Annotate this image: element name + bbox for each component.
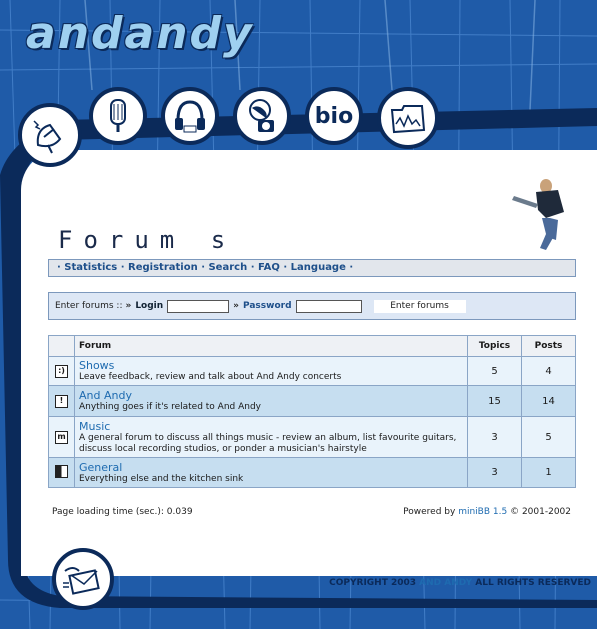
forum-cell xyxy=(75,357,468,386)
nav-headphones-button[interactable] xyxy=(161,87,219,145)
menu-separator: · xyxy=(349,262,354,273)
posts-header: Posts xyxy=(522,336,576,357)
forum-description: Leave feedback, review and talk about And Andy concerts xyxy=(79,372,342,382)
forum-icon-cell xyxy=(49,357,75,386)
posts-count: 14 xyxy=(522,386,576,417)
menu-faq-link[interactable]: FAQ xyxy=(257,262,280,273)
copyright-suffix: ALL RIGHTS RESERVED xyxy=(475,578,591,588)
enter-forums-button[interactable]: Enter forums xyxy=(374,300,466,313)
forum-link-and-andy[interactable]: And Andy xyxy=(79,389,132,402)
forum-link-general[interactable]: General xyxy=(79,460,123,474)
menu-statistics-link[interactable]: Statistics xyxy=(64,262,118,273)
topics-count: 3 xyxy=(468,458,522,488)
contact-mail-button[interactable] xyxy=(52,548,114,610)
login-label: Login xyxy=(135,301,164,311)
arrow-icon: » xyxy=(233,301,239,311)
page-title: Forum s xyxy=(58,226,237,254)
forum-cell xyxy=(75,386,468,417)
login-input[interactable] xyxy=(167,300,229,313)
posts-count: 1 xyxy=(522,458,576,488)
topics-count: 15 xyxy=(468,386,522,417)
nav-bio-button[interactable] xyxy=(305,87,363,145)
forum-icon-cell xyxy=(49,417,75,458)
forum-link-music[interactable]: Music xyxy=(79,419,111,433)
forum-header: Forum xyxy=(75,336,468,357)
folder-icon xyxy=(388,98,428,138)
menu-search-link[interactable]: Search xyxy=(208,262,248,273)
guitarist-figure-icon xyxy=(506,176,568,252)
winged-envelope-icon xyxy=(61,557,105,601)
nav-globe-button[interactable] xyxy=(233,87,291,145)
menu-language-link[interactable]: Language xyxy=(290,262,346,273)
forum-description: Anything goes if it's related to And Andy xyxy=(79,402,262,412)
topics-count: 5 xyxy=(468,357,522,386)
login-form xyxy=(48,292,576,320)
menu-registration-link[interactable]: Registration xyxy=(128,262,198,273)
checker-icon xyxy=(55,465,68,478)
menu-separator: · xyxy=(120,262,129,273)
forum-link-shows[interactable]: Shows xyxy=(79,359,115,372)
globe-camera-icon xyxy=(242,96,282,136)
topics-header: Topics xyxy=(468,336,522,357)
table-row xyxy=(49,386,576,417)
bio-icon: bio xyxy=(314,103,354,129)
password-label: Password xyxy=(243,301,292,311)
forum-cell xyxy=(75,417,468,458)
password-input[interactable] xyxy=(296,300,362,313)
table-header-row xyxy=(49,336,576,357)
copyright-name: AND ANDY xyxy=(419,578,473,588)
menu-separator: · xyxy=(201,262,209,273)
posts-count: 4 xyxy=(522,357,576,386)
copyright-notice xyxy=(329,578,591,588)
satellite-dish-icon xyxy=(30,115,70,155)
site-logo[interactable]: andandy xyxy=(26,8,254,59)
minibb-link[interactable]: miniBB 1.5 xyxy=(458,507,508,517)
forum-cell xyxy=(75,458,468,488)
forums-table xyxy=(48,335,576,488)
powered-by xyxy=(403,507,571,517)
nav-folder-button[interactable] xyxy=(377,87,439,149)
menu-separator: · xyxy=(283,262,291,273)
table-row xyxy=(49,458,576,488)
loading-time: Page loading time (sec.): 0.039 xyxy=(52,507,193,517)
forum-description: A general forum to discuss all things music - review an album, list favourite guitars, discuss local recording studios, or ponder a musician's hairstyle xyxy=(79,432,457,454)
topics-count: 3 xyxy=(468,417,522,458)
menu-separator: · xyxy=(250,262,258,273)
table-row xyxy=(49,417,576,458)
powered-prefix: Powered by xyxy=(403,507,456,517)
nav-microphone-button[interactable] xyxy=(89,87,147,145)
microphone-icon xyxy=(98,96,138,136)
forum-icon-cell xyxy=(49,386,75,417)
posts-count: 5 xyxy=(522,417,576,458)
forum-menu-bar xyxy=(48,259,576,277)
headphones-icon xyxy=(170,96,210,136)
exclamation-icon: ! xyxy=(55,395,68,408)
icon-header xyxy=(49,336,75,357)
table-row xyxy=(49,357,576,386)
smiley-icon: :) xyxy=(55,365,68,378)
music-icon: m xyxy=(55,431,68,444)
powered-suffix: © 2001-2002 xyxy=(510,507,571,517)
copyright-prefix: COPYRIGHT 2003 xyxy=(329,578,417,588)
nav-satellite-button[interactable] xyxy=(18,103,82,167)
menu-separator: · xyxy=(57,262,65,273)
arrow-icon: » xyxy=(125,301,132,311)
forum-icon-cell xyxy=(49,458,75,488)
login-prefix: Enter forums :: xyxy=(55,301,123,311)
forum-description: Everything else and the kitchen sink xyxy=(79,473,244,484)
